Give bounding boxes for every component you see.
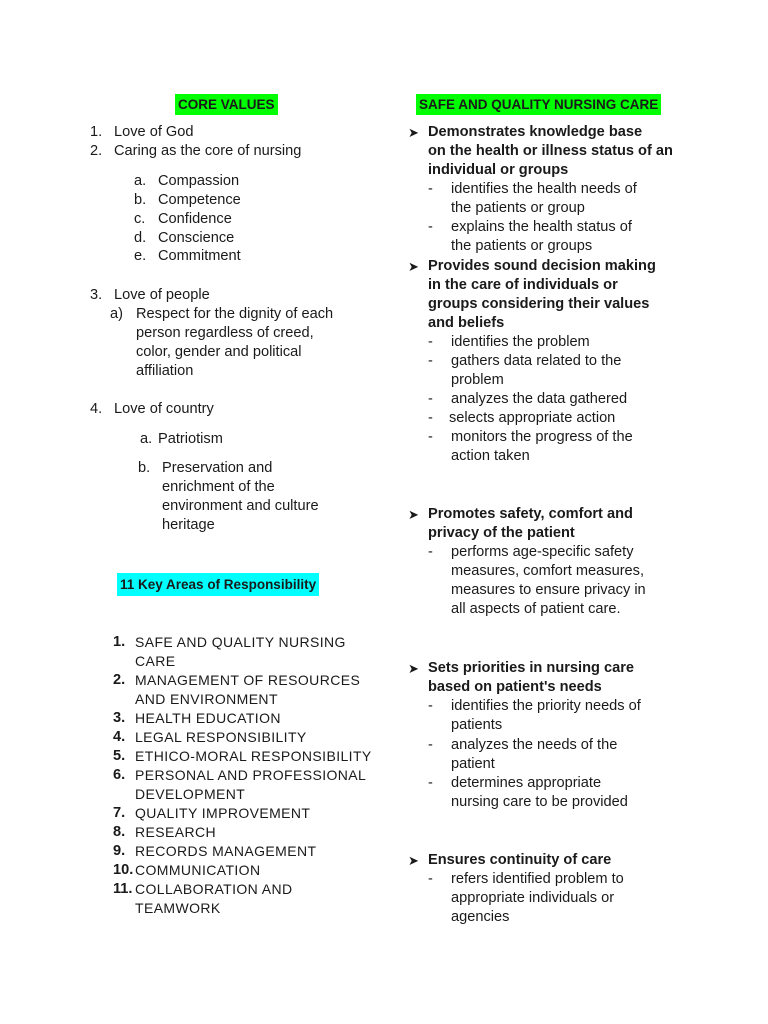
indicator-line: problem <box>451 372 504 388</box>
core-value-text: Love of people <box>114 287 210 303</box>
competency-title-line: groups considering their values <box>428 296 650 312</box>
competency-title-line: individual or groups <box>428 162 569 178</box>
key-area-line: TEAMWORK <box>135 900 221 916</box>
key-area-number: 2. <box>113 672 126 688</box>
dash-bullet: - <box>428 353 433 369</box>
key-area-line: LEGAL RESPONSIBILITY <box>135 729 307 745</box>
key-area-line: RECORDS MANAGEMENT <box>135 843 317 859</box>
key-area-line: PERSONAL AND PROFESSIONAL <box>135 767 367 783</box>
people-sub-line: affiliation <box>136 363 194 379</box>
arrowhead-bullet-icon: ➤ <box>408 259 419 274</box>
core-value-number: 4. <box>90 401 103 417</box>
dash-bullet: - <box>428 871 433 887</box>
key-area-line: SAFE AND QUALITY NURSING <box>135 634 346 650</box>
caring-sub-letter: e. <box>134 248 147 264</box>
competency-title-line: based on patient's needs <box>428 679 602 695</box>
key-area-line: ETHICO-MORAL RESPONSIBILITY <box>135 748 372 764</box>
dash-bullet: - <box>428 737 433 753</box>
indicator-line: analyzes the data gathered <box>451 391 628 407</box>
indicator-line: monitors the progress of the <box>451 429 633 445</box>
country-sub-line: Patriotism <box>158 431 223 447</box>
indicator-line: appropriate individuals or <box>451 890 615 906</box>
dash-bullet: - <box>428 544 433 560</box>
competency-title-line: Promotes safety, comfort and <box>428 506 633 522</box>
dash-bullet: - <box>428 181 433 197</box>
country-sub-line: heritage <box>162 517 215 533</box>
caring-sub-text: Conscience <box>158 230 235 246</box>
dash-bullet: - <box>428 219 433 235</box>
indicator-line: identifies the health needs of <box>451 181 637 197</box>
competency-title-line: and beliefs <box>428 315 505 331</box>
key-area-line: COLLABORATION AND <box>135 881 293 897</box>
indicator-line: performs age-specific safety <box>451 544 634 560</box>
indicator-line: patients <box>451 717 503 733</box>
country-sub-letter: b. <box>138 460 151 476</box>
core-value-number: 2. <box>90 143 103 159</box>
arrowhead-bullet-icon: ➤ <box>408 661 419 676</box>
indicator-line: nursing care to be provided <box>451 794 628 810</box>
core-value-number: 3. <box>90 287 103 303</box>
key-area-line: COMMUNICATION <box>135 862 261 878</box>
indicator-line: agencies <box>451 909 510 925</box>
key-area-number: 10. <box>113 862 134 878</box>
key-area-number: 5. <box>113 748 126 764</box>
core-value-number: 1. <box>90 124 103 140</box>
country-sub-line: enrichment of the <box>162 479 275 495</box>
key-area-line: MANAGEMENT OF RESOURCES <box>135 672 361 688</box>
indicator-line: all aspects of patient care. <box>451 601 621 617</box>
indicator-line: the patients or groups <box>451 238 593 254</box>
indicator-line: measures to ensure privacy in <box>451 582 646 598</box>
indicator-line: patient <box>451 756 495 772</box>
key-area-number: 9. <box>113 843 126 859</box>
key-area-number: 7. <box>113 805 126 821</box>
competency-title-line: on the health or illness status of an <box>428 143 673 159</box>
arrowhead-bullet-icon: ➤ <box>408 853 419 868</box>
caring-sub-letter: c. <box>134 211 146 227</box>
indicator-line: the patients or group <box>451 200 585 216</box>
competency-title-line: Provides sound decision making <box>428 258 656 274</box>
core-value-text: Love of God <box>114 124 194 140</box>
indicator-line: gathers data related to the <box>451 353 622 369</box>
country-sub-letter: a. <box>140 431 153 447</box>
people-sub-line: Respect for the dignity of each <box>136 306 334 322</box>
dash-bullet: - <box>428 698 433 714</box>
indicator-line: determines appropriate <box>451 775 602 791</box>
country-sub-line: Preservation and <box>162 460 273 476</box>
competency-title-line: Demonstrates knowledge base <box>428 124 643 140</box>
key-area-line: HEALTH EDUCATION <box>135 710 281 726</box>
key-area-line: RESEARCH <box>135 824 216 840</box>
key-area-number: 11. <box>113 881 133 897</box>
key-area-number: 4. <box>113 729 126 745</box>
indicator-line: identifies the priority needs of <box>451 698 641 714</box>
indicator-line: analyzes the needs of the <box>451 737 618 753</box>
country-sub-line: environment and culture <box>162 498 319 514</box>
caring-sub-text: Confidence <box>158 211 232 227</box>
key-area-line: CARE <box>135 653 176 669</box>
caring-sub-letter: a. <box>134 173 147 189</box>
arrowhead-bullet-icon: ➤ <box>408 507 419 522</box>
competency-title-line: in the care of individuals or <box>428 277 618 293</box>
caring-sub-text: Compassion <box>158 173 240 189</box>
key-area-line: DEVELOPMENT <box>135 786 246 802</box>
core-values-heading: CORE VALUES <box>175 94 278 115</box>
dash-bullet: - <box>428 410 433 426</box>
key-areas-heading: 11 Key Areas of Responsibility <box>117 573 319 596</box>
key-area-number: 3. <box>113 710 126 726</box>
arrowhead-bullet-icon: ➤ <box>408 125 419 140</box>
indicator-line: measures, comfort measures, <box>451 563 645 579</box>
key-area-line: QUALITY IMPROVEMENT <box>135 805 311 821</box>
key-area-number: 8. <box>113 824 126 840</box>
competency-title-line: Ensures continuity of care <box>428 852 612 868</box>
key-area-number: 6. <box>113 767 126 783</box>
people-sub-line: color, gender and political <box>136 344 302 360</box>
people-sub-line: person regardless of creed, <box>136 325 314 341</box>
key-area-line: AND ENVIRONMENT <box>135 691 278 707</box>
indicator-line: refers identified problem to <box>451 871 624 887</box>
competency-title-line: privacy of the patient <box>428 525 575 541</box>
caring-sub-letter: d. <box>134 230 147 246</box>
people-sub-letter: a) <box>110 306 123 322</box>
dash-bullet: - <box>428 334 433 350</box>
core-value-text: Caring as the core of nursing <box>114 143 302 159</box>
indicator-line: identifies the problem <box>451 334 590 350</box>
caring-sub-letter: b. <box>134 192 147 208</box>
indicator-line: selects appropriate action <box>449 410 616 426</box>
competency-title-line: Sets priorities in nursing care <box>428 660 634 676</box>
indicator-line: action taken <box>451 448 530 464</box>
indicator-line: explains the health status of <box>451 219 632 235</box>
caring-sub-text: Competence <box>158 192 241 208</box>
dash-bullet: - <box>428 429 433 445</box>
core-value-text: Love of country <box>114 401 214 417</box>
key-area-number: 1. <box>113 634 126 650</box>
safe-quality-heading: SAFE AND QUALITY NURSING CARE <box>416 94 661 115</box>
caring-sub-text: Commitment <box>158 248 241 264</box>
dash-bullet: - <box>428 391 433 407</box>
dash-bullet: - <box>428 775 433 791</box>
